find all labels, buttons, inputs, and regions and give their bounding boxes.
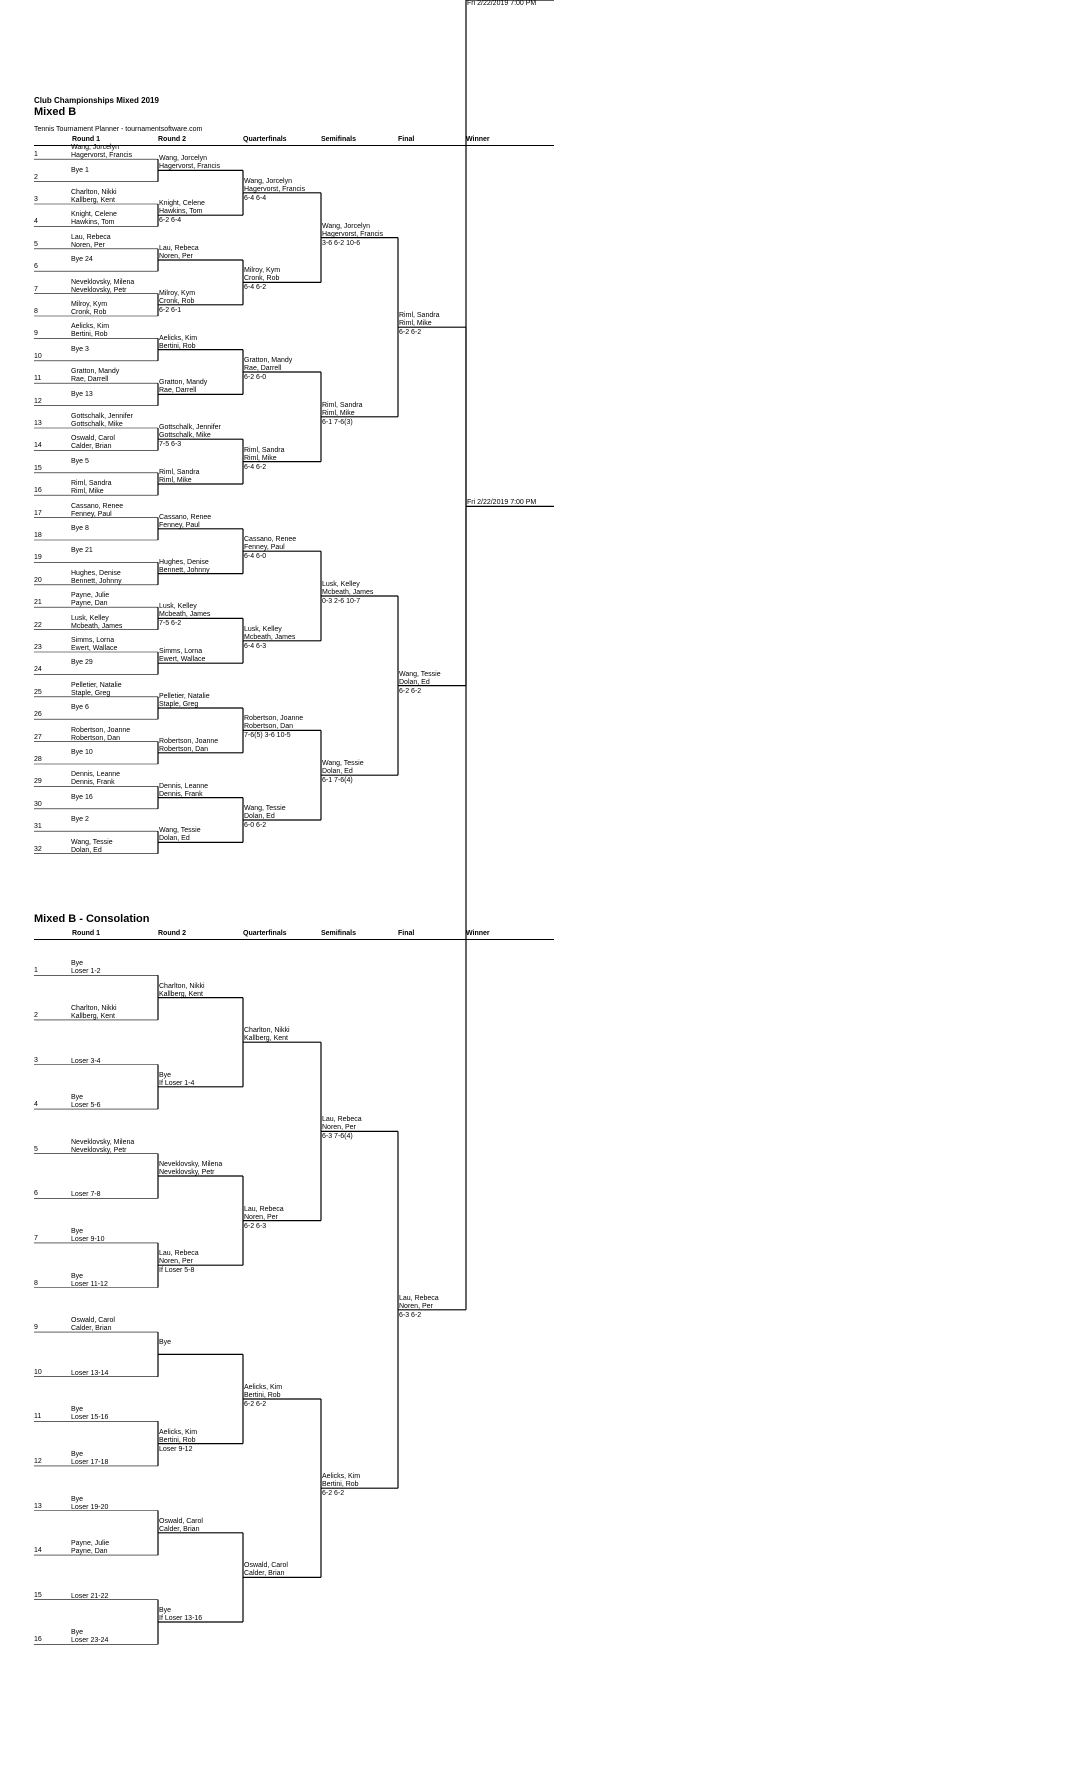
round1-player: Pelletier, Natalie bbox=[71, 681, 122, 689]
qf-score: 6-4 6-2 bbox=[244, 463, 267, 471]
r2-partner: If Loser 1-4 bbox=[159, 1079, 195, 1087]
r2-player: Bye bbox=[159, 1607, 172, 1614]
round1-partner: Dennis, Frank bbox=[71, 779, 115, 787]
draw-position-number: 9 bbox=[34, 330, 38, 338]
round1-partner: Robertson, Dan bbox=[71, 734, 121, 742]
r2-partner: Noren, Per bbox=[159, 1258, 193, 1266]
r2-partner: Staple, Greg bbox=[159, 701, 199, 708]
round1-player: Bye bbox=[71, 1094, 84, 1102]
r2-partner: Bertini, Rob bbox=[159, 1436, 196, 1444]
r2-player: Gottschalk, Jennifer bbox=[159, 424, 221, 432]
col-header-quarterfinals: Quarterfinals bbox=[243, 136, 287, 143]
draw-position-number: 20 bbox=[34, 576, 42, 584]
sf-player: Wang, Jorcelyn bbox=[322, 222, 370, 230]
draw-position-number: 15 bbox=[34, 1591, 42, 1599]
qf-score: 6-2 6-3 bbox=[244, 1222, 267, 1230]
round1-player: Bye 29 bbox=[71, 659, 93, 667]
round1-player: Lusk, Kelley bbox=[71, 614, 109, 622]
round1-player: Charlton, Nikki bbox=[71, 189, 117, 196]
f-player: Lau, Rebeca bbox=[399, 1294, 439, 1302]
draw-position-number: 31 bbox=[34, 823, 42, 831]
round1-player: Bye bbox=[71, 1495, 84, 1503]
sf-score: 0-3 2-6 10-7 bbox=[322, 598, 361, 605]
qf-partner: Mcbeath, James bbox=[244, 633, 296, 641]
r2-player: Lau, Rebeca bbox=[159, 1250, 199, 1258]
qf-score: 6-4 6-3 bbox=[244, 642, 267, 650]
qf-partner: Fenney, Paul bbox=[244, 544, 285, 552]
round1-partner: Kallberg, Kent bbox=[71, 1012, 115, 1020]
r2-player: Hughes, Denise bbox=[159, 558, 209, 566]
r2-partner: Mcbeath, James bbox=[159, 611, 211, 619]
round1-player: Riml, Sandra bbox=[71, 480, 112, 488]
round1-player: Bye 8 bbox=[71, 525, 89, 532]
round1-partner: Loser 13-14 bbox=[71, 1369, 109, 1377]
draw-position-number: 9 bbox=[34, 1324, 38, 1332]
r2-score: 7-5 6-3 bbox=[159, 441, 182, 449]
round1-player: Payne, Julie bbox=[71, 1540, 110, 1548]
round1-partner: Neveklovsky, Petr bbox=[71, 1146, 127, 1154]
round1-partner: Loser 1-2 bbox=[71, 968, 101, 976]
draw-position-number: 15 bbox=[34, 464, 42, 472]
round1-player: Milroy, Kym bbox=[71, 301, 108, 308]
r2-partner: Gottschalk, Mike bbox=[159, 432, 211, 440]
r2-player: Lusk, Kelley bbox=[159, 603, 197, 611]
round1-partner: Calder, Brian bbox=[71, 1325, 112, 1333]
f-player: Riml, Sandra bbox=[399, 312, 440, 320]
r2-player: Bye bbox=[159, 1339, 172, 1347]
draw-position-number: 4 bbox=[34, 1101, 38, 1109]
round1-partner: Gottschalk, Mike bbox=[71, 421, 123, 428]
draw-position-number: 2 bbox=[34, 173, 38, 181]
round1-player: Hughes, Denise bbox=[71, 569, 121, 577]
r2-player: Bye bbox=[159, 1071, 172, 1079]
qf-partner: Rae, Darrell bbox=[244, 365, 282, 372]
round1-player: Wang, Jorcelyn bbox=[71, 144, 119, 152]
round1-partner: Hawkins, Tom bbox=[71, 219, 115, 227]
draw-position-number: 29 bbox=[34, 778, 42, 786]
col-header-semifinals: Semifinals bbox=[321, 136, 357, 143]
winner-schedule: Fri 2/22/2019 7:00 PM bbox=[467, 499, 537, 507]
round1-player: Simms, Lorna bbox=[71, 637, 115, 644]
r2-partner: Hagervorst, Francis bbox=[159, 163, 221, 171]
sf-player: Riml, Sandra bbox=[322, 401, 363, 409]
round1-player: Bye bbox=[71, 1406, 84, 1414]
col-header-semifinals: Semifinals bbox=[321, 930, 357, 937]
r2-player: Robertson, Joanne bbox=[159, 737, 219, 745]
sf-partner: Mcbeath, James bbox=[322, 589, 374, 596]
sf-player: Wang, Tessie bbox=[322, 760, 364, 768]
draw-position-number: 14 bbox=[34, 1547, 42, 1555]
round1-player: Neveklovsky, Milena bbox=[71, 278, 135, 286]
round1-player: Lau, Rebeca bbox=[71, 233, 111, 241]
qf-partner: Cronk, Rob bbox=[244, 275, 280, 283]
draw-position-number: 13 bbox=[34, 1502, 42, 1510]
draw-position-number: 5 bbox=[34, 1145, 38, 1153]
r2-player: Aelicks, Kim bbox=[159, 1428, 198, 1436]
draw-position-number: 32 bbox=[34, 845, 42, 853]
round1-partner: Loser 15-16 bbox=[71, 1414, 109, 1422]
sf-player: Lusk, Kelley bbox=[322, 581, 360, 588]
sf-player: Aelicks, Kim bbox=[322, 1473, 361, 1481]
draw-position-number: 7 bbox=[34, 285, 38, 293]
round1-partner: Bertini, Rob bbox=[71, 331, 108, 339]
r2-partner: Noren, Per bbox=[159, 253, 193, 260]
qf-score: 7-6(5) 3-6 10-5 bbox=[244, 732, 291, 740]
r2-partner: Rae, Darrell bbox=[159, 387, 197, 395]
draw-position-number: 17 bbox=[34, 509, 42, 517]
draw-position-number: 1 bbox=[34, 967, 38, 975]
col-header-final: Final bbox=[398, 136, 415, 143]
draw-position-number: 27 bbox=[34, 733, 42, 741]
qf-player: Robertson, Joanne bbox=[244, 715, 304, 723]
qf-score: 6-4 6-4 bbox=[244, 194, 267, 202]
round1-player: Bye 21 bbox=[71, 547, 93, 555]
f-player: Wang, Tessie bbox=[399, 670, 441, 678]
draw-position-number: 12 bbox=[34, 397, 42, 405]
draw-position-number: 23 bbox=[34, 644, 42, 651]
qf-partner: Kallberg, Kent bbox=[244, 1035, 288, 1043]
col-header-round1: Round 1 bbox=[72, 136, 100, 143]
round1-partner: Neveklovsky, Petr bbox=[71, 286, 127, 294]
qf-partner: Calder, Brian bbox=[244, 1570, 285, 1578]
r2-player: Wang, Jorcelyn bbox=[159, 155, 207, 163]
round1-player: Bye 13 bbox=[71, 390, 93, 398]
round1-player: Oswald, Carol bbox=[71, 435, 115, 443]
planner-subtitle: Tennis Tournament Planner - tournamentsoftware.com bbox=[34, 126, 203, 133]
round1-player: Charlton, Nikki bbox=[71, 1004, 117, 1012]
round1-partner: Loser 9-10 bbox=[71, 1235, 105, 1243]
qf-partner: Robertson, Dan bbox=[244, 723, 294, 731]
r2-player: Milroy, Kym bbox=[159, 289, 196, 297]
round1-player: Gratton, Mandy bbox=[71, 368, 120, 376]
draw-position-number: 28 bbox=[34, 756, 42, 763]
r2-partner: Ewert, Wallace bbox=[159, 656, 206, 664]
qf-player: Cassano, Renee bbox=[244, 536, 297, 544]
draw-position-number: 11 bbox=[34, 375, 42, 383]
draw-position-number: 25 bbox=[34, 688, 42, 696]
round1-partner: Bennett, Johnny bbox=[71, 577, 122, 585]
round1-player: Bye 1 bbox=[71, 166, 89, 174]
qf-score: 6-0 6-2 bbox=[244, 822, 267, 829]
r2-player: Cassano, Renee bbox=[159, 513, 212, 521]
round1-player: Bye bbox=[71, 960, 84, 968]
draw-position-number: 18 bbox=[34, 532, 42, 539]
draw-position-number: 3 bbox=[34, 1056, 38, 1064]
round1-player: Bye 10 bbox=[71, 749, 93, 756]
col-header-winner: Winner bbox=[466, 136, 490, 143]
round1-player: Aelicks, Kim bbox=[71, 323, 110, 331]
r2-partner: Dennis, Frank bbox=[159, 790, 203, 798]
qf-player: Milroy, Kym bbox=[244, 267, 281, 275]
round1-player: Bye 5 bbox=[71, 457, 89, 465]
r2-player: Gratton, Mandy bbox=[159, 379, 208, 387]
r2-player: Oswald, Carol bbox=[159, 1517, 203, 1525]
round1-player: Bye 2 bbox=[71, 816, 89, 824]
round1-player: Oswald, Carol bbox=[71, 1317, 115, 1325]
round1-partner: Payne, Dan bbox=[71, 1548, 108, 1556]
round1-partner: Rae, Darrell bbox=[71, 376, 109, 384]
f-partner: Dolan, Ed bbox=[399, 678, 430, 686]
round1-partner: Riml, Mike bbox=[71, 488, 104, 496]
sf-partner: Dolan, Ed bbox=[322, 768, 353, 776]
round1-partner: Staple, Greg bbox=[71, 689, 111, 697]
draw-position-number: 16 bbox=[34, 1636, 42, 1644]
round1-player: Bye 24 bbox=[71, 256, 93, 264]
draw-position-number: 7 bbox=[34, 1234, 38, 1242]
draw-position-number: 22 bbox=[34, 621, 42, 629]
qf-score: 6-2 6-2 bbox=[244, 1401, 267, 1408]
r2-player: Riml, Sandra bbox=[159, 469, 200, 476]
f-score: 6-2 6-2 bbox=[399, 687, 422, 695]
round1-player: Bye bbox=[71, 1227, 84, 1235]
qf-score: 6-4 6-2 bbox=[244, 284, 267, 292]
qf-partner: Hagervorst, Francis bbox=[244, 185, 306, 193]
round1-player: Wang, Tessie bbox=[71, 838, 113, 846]
round1-partner: Loser 21-22 bbox=[71, 1592, 109, 1600]
col-header-quarterfinals: Quarterfinals bbox=[243, 930, 287, 937]
draw-position-number: 10 bbox=[34, 352, 42, 360]
r2-partner: Cronk, Rob bbox=[159, 297, 195, 305]
r2-partner: Neveklovsky, Petr bbox=[159, 1169, 215, 1176]
r2-player: Dennis, Leanne bbox=[159, 782, 209, 790]
r2-partner: Robertson, Dan bbox=[159, 745, 209, 753]
draw-position-number: 19 bbox=[34, 554, 42, 562]
round1-partner: Loser 7-8 bbox=[71, 1191, 101, 1199]
qf-partner: Dolan, Ed bbox=[244, 813, 275, 820]
round1-player: Bye 3 bbox=[71, 345, 89, 353]
sf-partner: Noren, Per bbox=[322, 1124, 356, 1132]
tournament-title: Club Championships Mixed 2019 bbox=[34, 96, 159, 105]
round1-partner: Dolan, Ed bbox=[71, 846, 102, 854]
round1-player: Neveklovsky, Milena bbox=[71, 1138, 135, 1146]
round1-player: Bye 6 bbox=[71, 704, 89, 712]
r2-partner: Bertini, Rob bbox=[159, 342, 196, 350]
round1-partner: Cronk, Rob bbox=[71, 309, 107, 316]
sf-partner: Riml, Mike bbox=[322, 409, 355, 417]
qf-player: Gratton, Mandy bbox=[244, 357, 293, 364]
sf-partner: Bertini, Rob bbox=[322, 1481, 359, 1489]
col-header-final: Final bbox=[398, 930, 415, 937]
qf-partner: Bertini, Rob bbox=[244, 1392, 281, 1399]
sf-score: 6-2 6-2 bbox=[322, 1490, 345, 1498]
draw-position-number: 5 bbox=[34, 240, 38, 248]
draw-position-number: 8 bbox=[34, 308, 38, 315]
draw-position-number: 30 bbox=[34, 800, 42, 808]
draw-position-number: 2 bbox=[34, 1011, 38, 1019]
round1-partner: Loser 23-24 bbox=[71, 1637, 109, 1645]
winner-schedule: Fri 2/22/2019 7:00 PM bbox=[467, 0, 537, 7]
qf-score: 6-2 6-0 bbox=[244, 374, 267, 381]
r2-player: Aelicks, Kim bbox=[159, 334, 198, 342]
round1-partner: Payne, Dan bbox=[71, 600, 108, 608]
qf-player: Wang, Tessie bbox=[244, 805, 286, 812]
round1-partner: Loser 19-20 bbox=[71, 1503, 109, 1511]
round1-player: Bye 16 bbox=[71, 793, 93, 801]
round1-player: Payne, Julie bbox=[71, 592, 110, 600]
qf-player: Charlton, Nikki bbox=[244, 1027, 290, 1035]
r2-partner: Kallberg, Kent bbox=[159, 990, 203, 998]
round1-player: Bye bbox=[71, 1272, 84, 1280]
qf-player: Oswald, Carol bbox=[244, 1562, 288, 1570]
qf-player: Wang, Jorcelyn bbox=[244, 177, 292, 185]
f-partner: Riml, Mike bbox=[399, 320, 432, 328]
draw-position-number: 14 bbox=[34, 442, 42, 450]
round1-player: Gottschalk, Jennifer bbox=[71, 413, 133, 420]
r2-score: Loser 9-12 bbox=[159, 1445, 193, 1453]
round1-partner: Loser 3-4 bbox=[71, 1057, 101, 1065]
round1-partner: Loser 17-18 bbox=[71, 1458, 109, 1466]
round1-player: Cassano, Renee bbox=[71, 502, 124, 510]
round1-partner: Mcbeath, James bbox=[71, 622, 123, 630]
sf-score: 3-6 6-2 10-6 bbox=[322, 239, 361, 247]
r2-player: Simms, Lorna bbox=[159, 648, 203, 656]
f-score: 6-3 6-2 bbox=[399, 1311, 422, 1319]
round1-partner: Fenney, Paul bbox=[71, 510, 112, 518]
draw-position-number: 21 bbox=[34, 599, 42, 607]
r2-player: Neveklovsky, Milena bbox=[159, 1161, 223, 1168]
round1-partner: Loser 5-6 bbox=[71, 1102, 101, 1110]
r2-score: 6-2 6-4 bbox=[159, 217, 182, 225]
col-header-winner: Winner bbox=[466, 930, 490, 937]
sf-score: 6-3 7-6(4) bbox=[322, 1133, 353, 1141]
consolation-title: Mixed B - Consolation bbox=[34, 913, 150, 925]
r2-score: If Loser 5-8 bbox=[159, 1267, 195, 1275]
qf-player: Lusk, Kelley bbox=[244, 625, 282, 633]
f-score: 6-2 6-2 bbox=[399, 329, 422, 337]
round1-player: Knight, Celene bbox=[71, 211, 117, 219]
round1-partner: Calder, Brian bbox=[71, 443, 112, 451]
sf-score: 6-1 7-6(4) bbox=[322, 777, 353, 785]
col-header-round2: Round 2 bbox=[158, 930, 186, 937]
round1-player: Bye bbox=[71, 1450, 84, 1458]
r2-player: Charlton, Nikki bbox=[159, 982, 205, 990]
qf-score: 6-4 6-0 bbox=[244, 553, 267, 561]
col-header-round1: Round 1 bbox=[72, 930, 100, 937]
sf-player: Lau, Rebeca bbox=[322, 1116, 362, 1124]
qf-player: Lau, Rebeca bbox=[244, 1205, 284, 1213]
qf-partner: Riml, Mike bbox=[244, 454, 277, 462]
round1-player: Robertson, Joanne bbox=[71, 726, 131, 734]
r2-player: Lau, Rebeca bbox=[159, 245, 199, 252]
r2-partner: Riml, Mike bbox=[159, 477, 192, 484]
draw-position-number: 6 bbox=[34, 263, 38, 271]
r2-player: Wang, Tessie bbox=[159, 827, 201, 835]
f-partner: Noren, Per bbox=[399, 1302, 433, 1310]
round1-player: Bye bbox=[71, 1629, 84, 1637]
draw-position-number: 8 bbox=[34, 1279, 38, 1287]
r2-player: Pelletier, Natalie bbox=[159, 693, 210, 700]
r2-player: Knight, Celene bbox=[159, 200, 205, 208]
draw-position-number: 16 bbox=[34, 487, 42, 495]
draw-position-number: 13 bbox=[34, 420, 42, 427]
draw-position-number: 24 bbox=[34, 666, 42, 674]
sf-partner: Hagervorst, Francis bbox=[322, 230, 384, 238]
r2-score: 7-5 6-2 bbox=[159, 620, 182, 628]
round1-partner: Loser 11-12 bbox=[71, 1280, 108, 1288]
draw-position-number: 6 bbox=[34, 1190, 38, 1198]
r2-partner: Calder, Brian bbox=[159, 1525, 200, 1533]
draw-position-number: 26 bbox=[34, 711, 42, 719]
draw-position-number: 10 bbox=[34, 1368, 42, 1376]
draw-position-number: 3 bbox=[34, 196, 38, 203]
draw-position-number: 12 bbox=[34, 1457, 42, 1465]
r2-partner: Bennett, Johnny bbox=[159, 566, 210, 574]
r2-partner: Fenney, Paul bbox=[159, 521, 200, 529]
qf-player: Aelicks, Kim bbox=[244, 1384, 283, 1391]
round1-partner: Kallberg, Kent bbox=[71, 197, 115, 204]
round1-player: Dennis, Leanne bbox=[71, 771, 121, 779]
round1-partner: Noren, Per bbox=[71, 241, 105, 249]
r2-partner: If Loser 13-16 bbox=[159, 1615, 203, 1622]
qf-player: Riml, Sandra bbox=[244, 446, 285, 454]
r2-partner: Hawkins, Tom bbox=[159, 208, 203, 216]
sf-score: 6-1 7-6(3) bbox=[322, 418, 353, 426]
round1-partner: Hagervorst, Francis bbox=[71, 152, 133, 160]
col-header-round2: Round 2 bbox=[158, 136, 186, 143]
draw-position-number: 4 bbox=[34, 218, 38, 226]
qf-partner: Noren, Per bbox=[244, 1213, 278, 1221]
r2-score: 6-2 6-1 bbox=[159, 306, 182, 314]
main-draw-title: Mixed B bbox=[34, 106, 77, 118]
r2-partner: Dolan, Ed bbox=[159, 835, 190, 843]
draw-position-number: 1 bbox=[34, 151, 38, 159]
round1-partner: Ewert, Wallace bbox=[71, 645, 118, 652]
draw-position-number: 11 bbox=[34, 1413, 42, 1421]
